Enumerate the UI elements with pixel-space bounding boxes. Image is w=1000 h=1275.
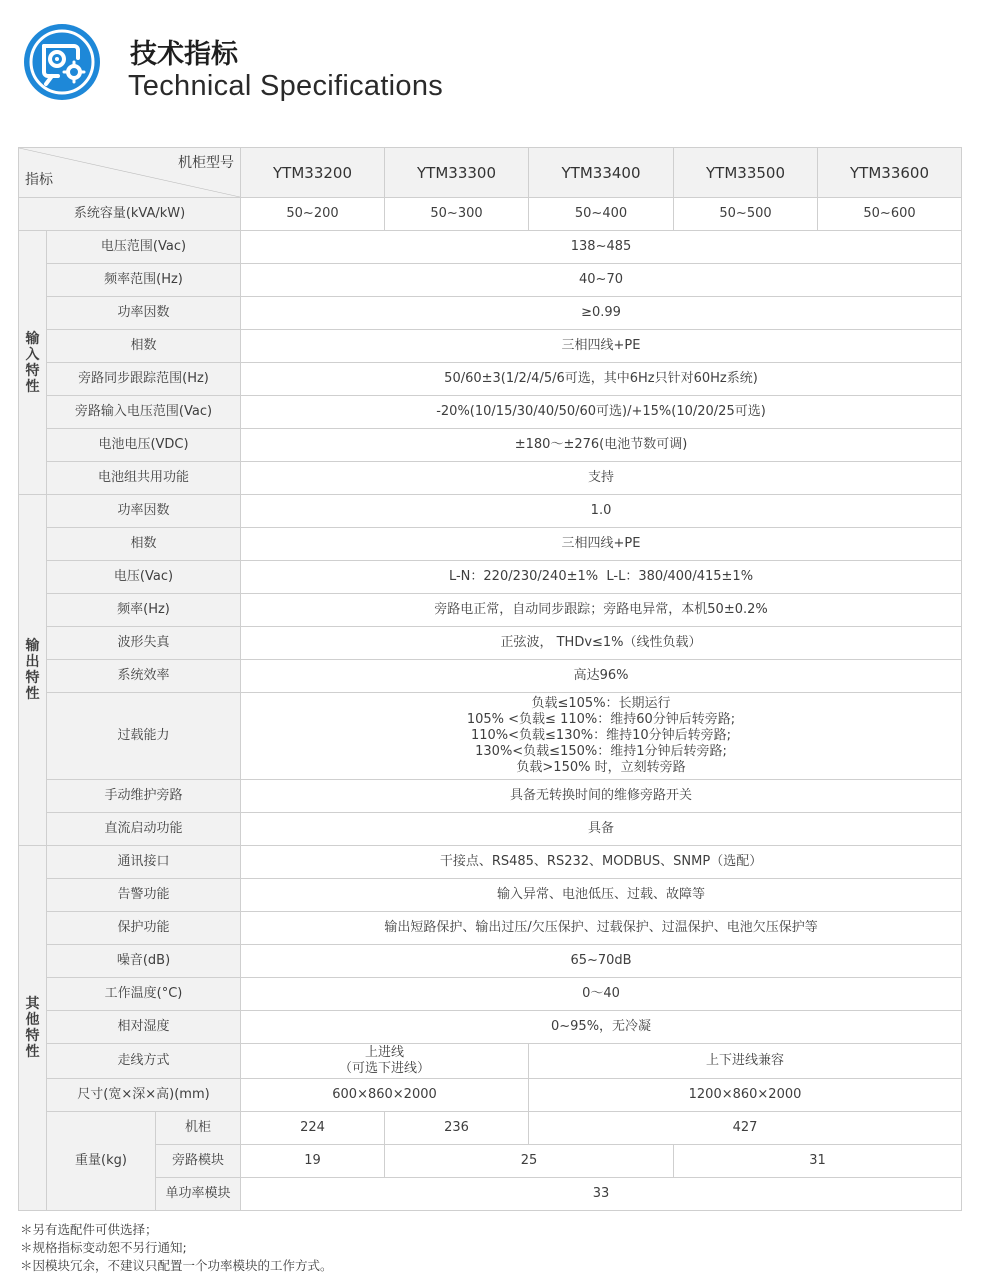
table-row [19,780,962,813]
row-value: 输出短路保护、输出过压/欠压保护、过载保护、过温保护、电池欠压保护等 [241,912,962,945]
group-label-other: 其 他 特 性 [19,846,47,1211]
table-row [19,813,962,846]
row-value: 40~70 [241,264,962,297]
row-label: 系统效率 [47,660,241,693]
footnote: ＊另有选配件可供选择； [20,1222,158,1237]
model-header: YTM33600 [818,148,962,198]
row-label: 工作温度(°C) [47,978,241,1011]
capacity-value: 50~300 [385,198,529,231]
row-value: 具备无转换时间的维修旁路开关 [241,780,962,813]
overload-value [241,693,962,780]
row-label: 电池组共用功能 [47,462,241,495]
weight-value: 33 [241,1178,962,1211]
table-row [19,264,962,297]
row-value: -20%(10/15/30/40/50/60可选)/+15%(10/20/25可选) [241,396,962,429]
row-label: 频率范围(Hz) [47,264,241,297]
corner-cell [19,148,241,198]
weight-sub-label: 单功率模块 [156,1178,241,1211]
row-label: 相数 [47,330,241,363]
header-row [19,148,962,198]
group-label-input: 输 入 特 性 [19,231,47,495]
row-label: 旁路输入电压范围(Vac) [47,396,241,429]
table-row [19,429,962,462]
table-row [19,462,962,495]
footnotes [20,1221,333,1275]
row-value: ±180～±276(电池节数可调) [241,429,962,462]
weight-sub-label: 机柜 [156,1112,241,1145]
weight-value: 25 [385,1145,674,1178]
row-value: 50/60±3(1/2/4/5/6可选，其中6Hz只针对60Hz系统) [241,363,962,396]
capacity-value: 50~200 [241,198,385,231]
page-header [22,22,622,112]
table-row [19,1011,962,1044]
weight-row-power [19,1178,962,1211]
weight-value: 19 [241,1145,385,1178]
table-row [19,396,962,429]
row-value: 支持 [241,462,962,495]
weight-row-bypass [19,1145,962,1178]
table-row [19,561,962,594]
row-value: ≥0.99 [241,297,962,330]
row-label: 旁路同步跟踪范围(Hz) [47,363,241,396]
row-label: 电压(Vac) [47,561,241,594]
row-label: 保护功能 [47,912,241,945]
row-label: 尺寸(宽×深×高)(mm) [47,1079,241,1112]
row-value: 65~70dB [241,945,962,978]
capacity-value: 50~600 [818,198,962,231]
row-value: 三相四线+PE [241,330,962,363]
overload-line: 105% <负载≤ 110%：维持60分钟后转旁路; [466,712,736,727]
row-label: 功率因数 [47,297,241,330]
row-label: 电压范围(Vac) [47,231,241,264]
row-value: 干接点、RS485、RS232、MODBUS、SNMP（选配） [241,846,962,879]
row-value: 高达96% [241,660,962,693]
table-row [19,912,962,945]
table-row [19,693,962,780]
row-value: L-N：220/230/240±1% L-L：380/400/415±1% [241,561,962,594]
table-row [19,627,962,660]
wiring-left-line2: （可选下进线） [339,1061,431,1076]
size-right: 1200×860×2000 [529,1079,962,1112]
row-label: 过载能力 [47,693,241,780]
table-row [19,330,962,363]
model-header: YTM33400 [529,148,674,198]
row-label: 电池电压(VDC) [47,429,241,462]
row-label: 系统容量(kVA/kW) [19,198,241,231]
row-label: 相数 [47,528,241,561]
row-value: 输入异常、电池低压、过载、故障等 [241,879,962,912]
group-label-output: 输 出 特 性 [19,495,47,846]
footnote: ＊规格指标变动恕不另行通知; [20,1240,187,1255]
gear-document-icon [22,22,102,102]
row-value: 1.0 [241,495,962,528]
size-left: 600×860×2000 [241,1079,529,1112]
corner-bottom-label: 指标 [25,172,53,188]
row-label: 功率因数 [47,495,241,528]
table-row [19,978,962,1011]
wiring-left [241,1044,529,1079]
table-row [19,495,962,528]
overload-line: 110%<负载≤130%：维持10分钟后转旁路; [470,728,732,743]
corner-top-label: 机柜型号 [178,155,235,171]
table-row [19,363,962,396]
overload-line: 负载≤105%：长期运行 [531,696,671,711]
table-row [19,528,962,561]
row-label: 直流启动功能 [47,813,241,846]
table-row [19,594,962,627]
weight-value: 224 [241,1112,385,1145]
row-value: 0~95%，无冷凝 [241,1011,962,1044]
row-label: 相对湿度 [47,1011,241,1044]
model-header: YTM33200 [241,148,385,198]
overload-line: 130%<负载≤150%：维持1分钟后转旁路; [475,744,727,759]
row-value: 具备 [241,813,962,846]
row-label: 噪音(dB) [47,945,241,978]
wiring-right: 上下进线兼容 [529,1044,962,1079]
table-row [19,945,962,978]
capacity-row [19,198,962,231]
table-row [19,231,962,264]
row-value: 138~485 [241,231,962,264]
row-value: 旁路电正常，自动同步跟踪；旁路电异常，本机50±0.2% [241,594,962,627]
capacity-value: 50~500 [674,198,818,231]
table-row [19,660,962,693]
model-header: YTM33300 [385,148,529,198]
row-value: 0～40 [241,978,962,1011]
row-label: 走线方式 [47,1044,241,1079]
row-value: 三相四线+PE [241,528,962,561]
row-label: 频率(Hz) [47,594,241,627]
footnote: ＊因模块冗余，不建议只配置一个功率模块的工作方式。 [20,1258,333,1273]
table-row [19,297,962,330]
weight-label: 重量(kg) [47,1112,156,1211]
weight-value: 236 [385,1112,529,1145]
size-row [19,1079,962,1112]
weight-row-cabinet [19,1112,962,1145]
page-title-en: Technical Specifications [128,70,444,102]
wiring-left-line1: 上进线 [365,1045,405,1060]
weight-value: 31 [674,1145,962,1178]
table-row [19,879,962,912]
row-value: 正弦波， THDv≤1%（线性负载） [241,627,962,660]
weight-sub-label: 旁路模块 [156,1145,241,1178]
table-row [19,846,962,879]
spec-table [18,147,962,1211]
capacity-value: 50~400 [529,198,674,231]
wiring-row [19,1044,962,1079]
row-label: 波形失真 [47,627,241,660]
weight-value: 427 [529,1112,962,1145]
page-title-cn: 技术指标 [130,39,238,70]
row-label: 手动维护旁路 [47,780,241,813]
model-header: YTM33500 [674,148,818,198]
overload-line: 负载>150% 时，立刻转旁路 [516,760,686,775]
row-label: 告警功能 [47,879,241,912]
row-label: 通讯接口 [47,846,241,879]
